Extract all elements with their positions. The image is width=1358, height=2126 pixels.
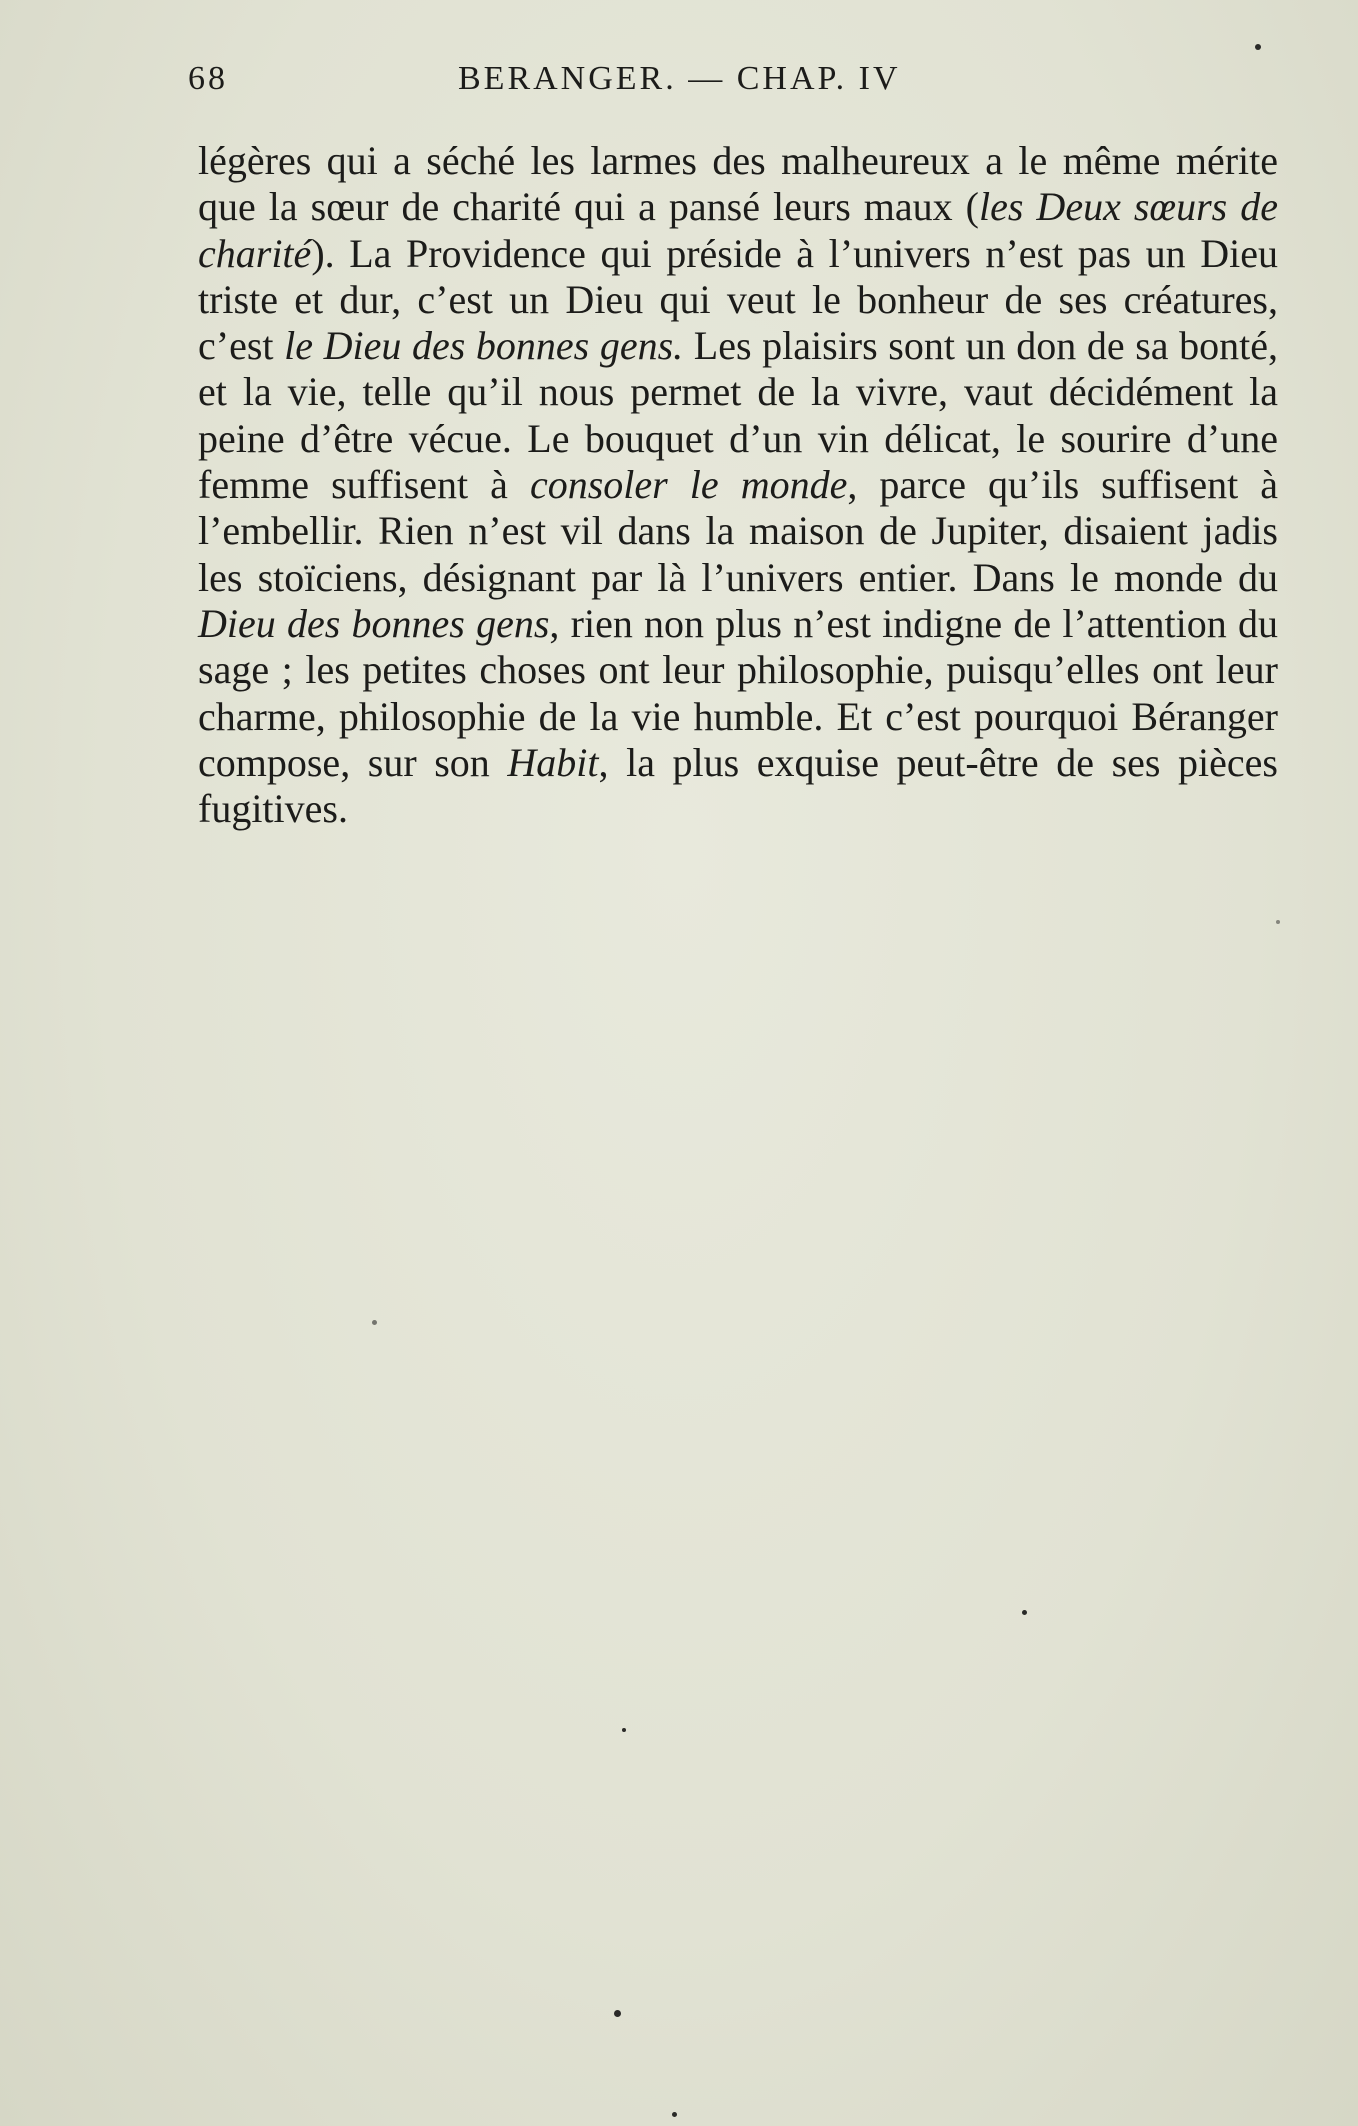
text-segment: , parce qu’ils suffisent à l’embellir. Rien n’est vil dans la maison de Jupiter, disaient jadis les stoïciens, désignant par là l’univers entier. Dans le monde du	[198, 462, 1279, 600]
paper-speck	[1022, 1610, 1027, 1615]
italic-title: les Deux sœurs de charité	[198, 184, 1278, 276]
text-segment: , la plus exquise peut-être de ses pièces fugitives.	[198, 739, 1278, 832]
paper-speck	[622, 1728, 626, 1732]
italic-title: le Dieu des bonnes gens.	[284, 323, 684, 369]
italic-phrase: consoler le monde	[529, 462, 848, 508]
paper-speck	[1255, 44, 1261, 50]
body-paragraph	[198, 138, 1278, 832]
paper-speck	[1276, 920, 1280, 924]
page-number: 68	[188, 60, 228, 97]
paragraph	[198, 138, 1278, 832]
text-segment: ). La Providence qui préside à l’univers n’est pas un Dieu triste et dur, c’est un Dieu qui veut le bonheur de ses créatures, c’est	[198, 230, 1278, 369]
chapter-header: BERANGER. — CHAP. IV	[458, 60, 901, 97]
paper-speck	[372, 1320, 377, 1325]
running-head	[188, 60, 1278, 110]
italic-title: Habit	[507, 739, 599, 785]
text-segment: , rien non plus n’est indigne de l’attention du sage ; les petites choses ont leur philosophie, puisqu’elles ont leur charme, philosophie de la vie humble. Et c’est pourquoi Béranger compose, sur son	[198, 600, 1278, 785]
paper-speck	[672, 2112, 677, 2117]
paper-speck	[614, 2010, 621, 2017]
italic-title: Dieu des bonnes gens	[198, 600, 550, 646]
text-segment: légères qui a séché les larmes des malheureux a le même mérite que la sœur de charité qui a pansé leurs maux (	[198, 138, 1278, 230]
text-segment: Les plaisirs sont un don de sa bonté, et la vie, telle qu’il nous permet de la vivre, vaut décidément la peine d’être vécue. Le bouquet d’un vin délicat, le sourire d’une femme suffisent à	[198, 323, 1278, 508]
